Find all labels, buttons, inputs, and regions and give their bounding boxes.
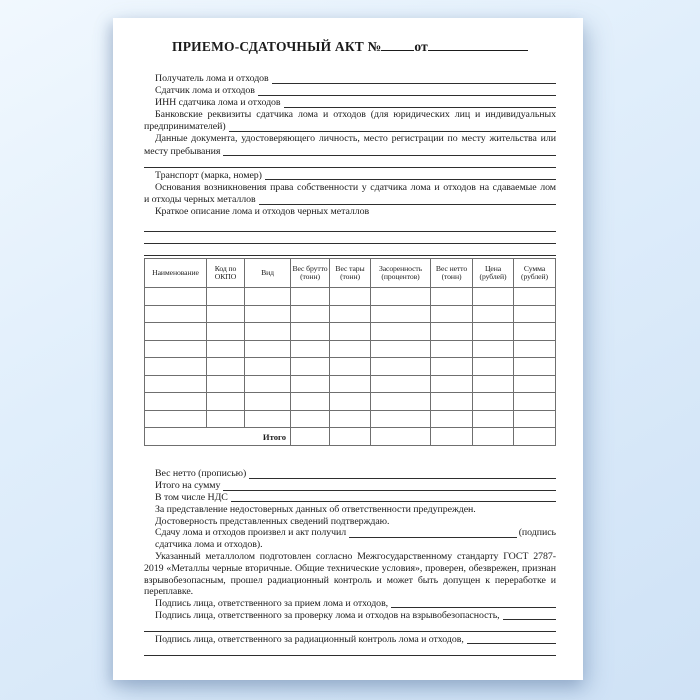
table-cell: [145, 340, 207, 358]
description-blank-line-2: [144, 233, 556, 245]
table-cell: [371, 288, 431, 306]
table-cell: [207, 375, 245, 393]
table-empty-row: [145, 358, 556, 376]
col-header-kind: Вид: [245, 259, 291, 288]
table-cell: [514, 375, 556, 393]
table-cell: [245, 288, 291, 306]
blank-fill: [259, 204, 556, 205]
table-cell: [431, 358, 473, 376]
blank-fill: [229, 131, 556, 132]
table-cell: [473, 428, 514, 446]
col-header-contamination: Засоренность (процентов): [371, 259, 431, 288]
table-cell: [207, 288, 245, 306]
field-net-weight-words: Вес нетто (прописью): [144, 468, 556, 480]
document-page: [113, 18, 583, 680]
table-cell: [207, 358, 245, 376]
table-empty-row: [145, 288, 556, 306]
col-header-gross-weight: Вес брутто (тонн): [291, 259, 330, 288]
table-cell: [245, 358, 291, 376]
blank-fill: [272, 83, 556, 84]
table-cell: [473, 340, 514, 358]
field-bank-details-line2: предпринимателей): [144, 121, 556, 133]
table-cell: [330, 340, 371, 358]
table-cell: [145, 410, 207, 428]
table-cell: [330, 323, 371, 341]
field-supplier-inn: ИНН сдатчика лома и отходов: [144, 97, 556, 109]
table-cell: [245, 340, 291, 358]
blank-fill: [223, 490, 556, 491]
field-vat-amount: В том числе НДС: [144, 492, 556, 504]
table-cell: [514, 393, 556, 411]
blank-fill: [467, 643, 556, 644]
table-cell: [207, 305, 245, 323]
blank-fill: [144, 231, 556, 232]
blank-fill: [249, 478, 556, 479]
table-cell: [371, 358, 431, 376]
table-cell: [473, 375, 514, 393]
table-cell: [207, 340, 245, 358]
table-cell: [245, 375, 291, 393]
gost-paragraph-line3: взрывобезопасным, прошел радиационный контроль и может быть допущен к переработке и: [144, 574, 556, 586]
field-description-label: Краткое описание лома и отходов черных металлов: [155, 206, 370, 218]
table-cell: [291, 305, 330, 323]
table-cell: [514, 428, 556, 446]
table-header-row: [145, 259, 556, 288]
table-cell: [371, 323, 431, 341]
table-cell: [431, 393, 473, 411]
table-cell: [473, 323, 514, 341]
title-date-blank: [428, 49, 528, 51]
table-empty-row: [145, 340, 556, 358]
table-cell: [514, 358, 556, 376]
table-cell: [145, 288, 207, 306]
blank-fill: [258, 95, 556, 96]
table-cell: [431, 428, 473, 446]
table-cell: [473, 393, 514, 411]
header-fields-block: [144, 73, 556, 257]
table-cell: [431, 375, 473, 393]
field-ownership-basis-line2: и отходы черных металлов: [144, 194, 556, 206]
table-cell: [145, 393, 207, 411]
field-identity-doc-line1: Данные документа, удостоверяющего личность, место регистрации по месту жительства или: [155, 133, 556, 145]
blank-fill: [231, 501, 556, 502]
col-header-okpo: Код по ОКПО: [207, 259, 245, 288]
table-cell: [145, 358, 207, 376]
table-cell: [291, 393, 330, 411]
handover-signature-continuation: сдатчика лома и отходов).: [155, 539, 263, 551]
table-cell: [431, 305, 473, 323]
title-date-prefix: от: [414, 39, 428, 54]
table-cell: [291, 428, 330, 446]
table-cell: [330, 375, 371, 393]
field-ownership-basis-line1: Основания возникновения права собственности у сдатчика лома и отходов на сдаваемые лом: [155, 181, 556, 193]
table-cell: [330, 288, 371, 306]
table-cell: [431, 288, 473, 306]
blank-fill: [223, 155, 556, 156]
table-cell: [371, 428, 431, 446]
blank-fill: [144, 255, 556, 256]
table-cell: [145, 375, 207, 393]
table-cell: [514, 323, 556, 341]
table-empty-row: [145, 323, 556, 341]
table-cell: [330, 358, 371, 376]
table-empty-row: [145, 410, 556, 428]
items-table: [144, 258, 556, 446]
table-cell: [514, 410, 556, 428]
blank-fill: [349, 537, 517, 538]
table-cell: [291, 375, 330, 393]
title-text: ПРИЕМО-СДАТОЧНЫЙ АКТ №: [172, 39, 382, 54]
table-total-row: [145, 428, 556, 446]
title-number-blank: [381, 49, 414, 51]
table-cell: [245, 393, 291, 411]
table-cell: [473, 305, 514, 323]
table-cell: [145, 323, 207, 341]
field-identity-doc-line2: месту пребывания: [144, 146, 556, 158]
table-cell: [473, 288, 514, 306]
table-cell: [330, 305, 371, 323]
blank-fill: [144, 655, 556, 656]
col-header-net-weight: Вес нетто (тонн): [431, 259, 473, 288]
description-blank-line-3: [144, 245, 556, 257]
table-cell: [245, 410, 291, 428]
col-header-sum: Сумма (рублей): [514, 259, 556, 288]
table-cell: [371, 393, 431, 411]
blank-fill: [144, 631, 556, 632]
field-transport: Транспорт (марка, номер): [144, 170, 556, 182]
blank-fill: [391, 607, 556, 608]
table-cell: [431, 410, 473, 428]
blank-fill: [144, 167, 556, 168]
field-supplier: Сдатчик лома и отходов: [144, 85, 556, 97]
table-empty-row: [145, 393, 556, 411]
field-signature-radiation-control: Подпись лица, ответственного за радиационный контроль лома и отходов,: [144, 634, 556, 646]
statement-accuracy-confirmation: Достоверность представленных сведений подтверждаю.: [155, 515, 390, 527]
gost-paragraph-line4: переплавке.: [144, 586, 194, 598]
table-cell: [473, 410, 514, 428]
table-empty-row: [145, 305, 556, 323]
statement-false-data-warning: За представление недостоверных данных об ответственности предупрежден.: [155, 503, 476, 515]
table-empty-row: [145, 375, 556, 393]
table-cell: [291, 410, 330, 428]
field-signature-explosion-check: Подпись лица, ответственного за проверку лома и отходов на взрывобезопасность,: [144, 610, 556, 622]
document-title: [144, 39, 556, 55]
table-cell: [291, 323, 330, 341]
table-cell: [330, 428, 371, 446]
blank-fill: [284, 107, 556, 108]
table-cell: [514, 340, 556, 358]
table-cell: [330, 410, 371, 428]
signature-blank-line-2: [144, 645, 556, 657]
blank-fill: [265, 179, 556, 180]
table-cell: [431, 340, 473, 358]
field-receiver: Получатель лома и отходов: [144, 73, 556, 85]
table-cell: [291, 340, 330, 358]
field-signature-reception: Подпись лица, ответственного за прием лома и отходов,: [144, 598, 556, 610]
col-header-tare-weight: Вес тары (тонн): [330, 259, 371, 288]
table-cell: [291, 358, 330, 376]
blank-fill: [144, 243, 556, 244]
field-total-amount: Итого на сумму: [144, 480, 556, 492]
table-cell: [330, 393, 371, 411]
table-cell: [245, 305, 291, 323]
total-label-cell: Итого: [145, 428, 291, 446]
table-cell: [207, 393, 245, 411]
table-cell: [371, 340, 431, 358]
table-cell: [371, 410, 431, 428]
table-cell: [514, 288, 556, 306]
table-cell: [291, 288, 330, 306]
signature-blank-line-1: [144, 622, 556, 634]
table-cell: [371, 375, 431, 393]
footer-fields-block: [144, 468, 556, 657]
gost-paragraph-line1: Указанный металлолом подготовлен согласно Межгосударственному стандарту ГОСТ 2787-: [155, 550, 556, 562]
gost-paragraph-line2: 2019 «Металлы черные вторичные. Общие технические условия», проверен, обезврежен, признан: [144, 562, 556, 574]
table-cell: [207, 410, 245, 428]
identity-doc-blank-line: [144, 158, 556, 170]
blank-fill: [503, 619, 556, 620]
field-bank-details-line1: Банковские реквизиты сдатчика лома и отходов (для юридических лиц и индивидуальных: [155, 109, 556, 121]
field-handover-signature: Сдачу лома и отходов произвел и акт получил (подпись: [155, 527, 556, 539]
table-cell: [145, 305, 207, 323]
table-cell: [207, 323, 245, 341]
description-blank-line-1: [144, 221, 556, 233]
table-cell: [371, 305, 431, 323]
col-header-price: Цена (рублей): [473, 259, 514, 288]
table-cell: [473, 358, 514, 376]
col-header-name: Наименование: [145, 259, 207, 288]
table-cell: [514, 305, 556, 323]
table-cell: [245, 323, 291, 341]
table-cell: [431, 323, 473, 341]
